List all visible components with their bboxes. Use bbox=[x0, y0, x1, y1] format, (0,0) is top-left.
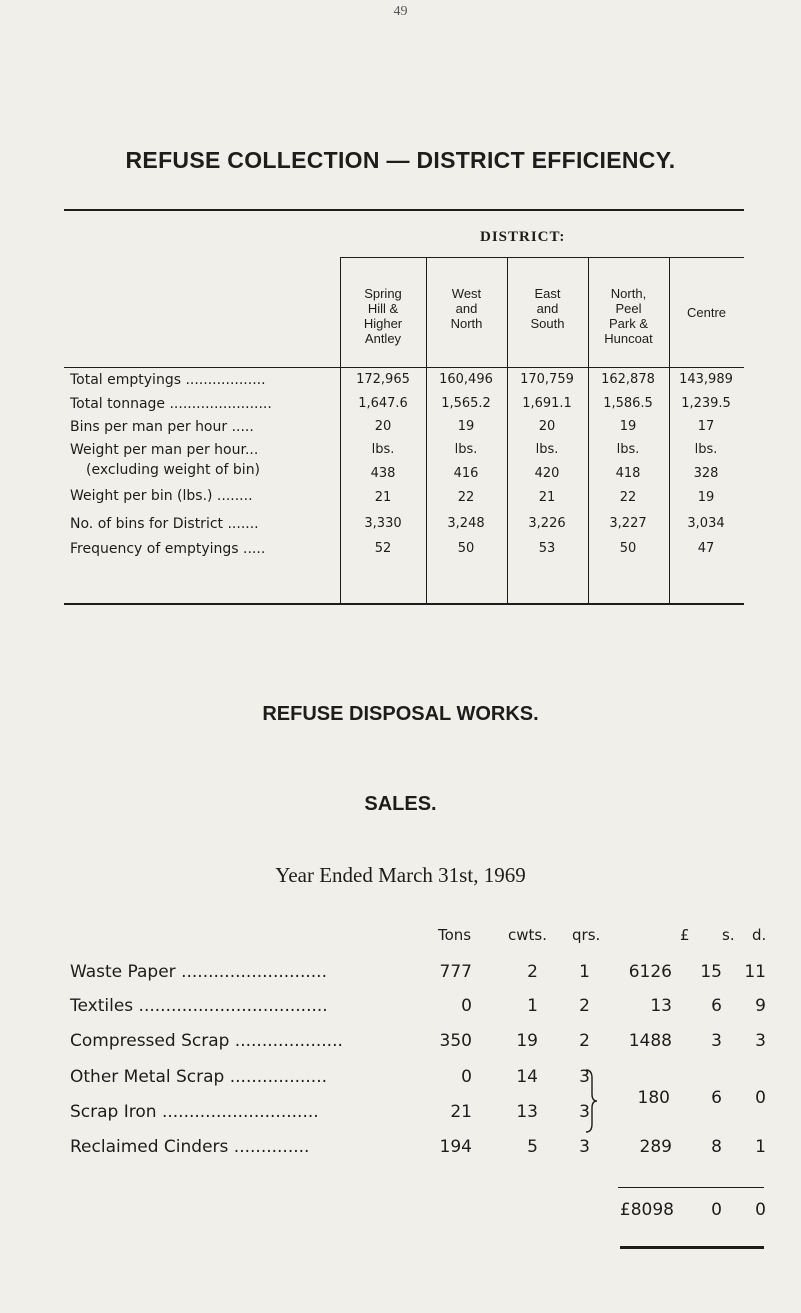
table-cell: 1,586.5 bbox=[603, 396, 653, 411]
table-cell: 17 bbox=[697, 419, 715, 434]
sales-pounds: 289 bbox=[639, 1137, 672, 1157]
column-header-centre: Centre bbox=[686, 305, 727, 320]
sales-label: Scrap Iron ............................. bbox=[70, 1102, 319, 1122]
sales-tons: 0 bbox=[461, 996, 472, 1016]
table-cell: lbs. bbox=[371, 442, 395, 457]
table-cell: 47 bbox=[697, 541, 715, 556]
sales-cwts: 14 bbox=[516, 1067, 538, 1087]
table-cell: 52 bbox=[374, 541, 392, 556]
sales-cwts: 1 bbox=[527, 996, 538, 1016]
table-cell: 3,227 bbox=[609, 516, 647, 531]
column-header-east-south: East and South bbox=[530, 286, 565, 331]
table-cell: 19 bbox=[697, 490, 715, 505]
sales-pence: 9 bbox=[755, 996, 766, 1016]
year-heading: Year Ended March 31st, 1969 bbox=[275, 863, 526, 887]
sales-cwts: 5 bbox=[527, 1137, 538, 1157]
table-cell: 328 bbox=[693, 466, 719, 481]
sales-label: Compressed Scrap .................... bbox=[70, 1031, 343, 1051]
combined-metal-shillings: 6 bbox=[711, 1088, 722, 1108]
table-cell: 170,759 bbox=[520, 372, 574, 387]
sales-qrs: 3 bbox=[579, 1102, 590, 1122]
sales-cwts: 13 bbox=[516, 1102, 538, 1122]
row-label: (excluding weight of bin) bbox=[86, 462, 261, 478]
pounds-header: £ bbox=[680, 926, 690, 944]
table-cell: 21 bbox=[374, 490, 392, 505]
total-rule bbox=[618, 1187, 764, 1188]
shillings-header: s. bbox=[722, 926, 735, 944]
table-cell: 22 bbox=[619, 490, 637, 505]
table-cell: 143,989 bbox=[679, 372, 733, 387]
table-cell: 19 bbox=[457, 419, 475, 434]
district-caption: DISTRICT: bbox=[480, 229, 566, 245]
page-number: 49 bbox=[393, 4, 408, 19]
disposal-heading: REFUSE DISPOSAL WORKS. bbox=[262, 703, 539, 725]
table-cell: 418 bbox=[615, 466, 641, 481]
sales-tons: 194 bbox=[439, 1137, 472, 1157]
table-cell: 21 bbox=[538, 490, 556, 505]
row-label: Weight per bin (lbs.) ........ bbox=[70, 488, 253, 504]
pence-header: d. bbox=[752, 926, 767, 944]
cwts-header: cwts. bbox=[508, 926, 547, 944]
table-cell: 1,691.1 bbox=[522, 396, 572, 411]
row-label: Bins per man per hour ..... bbox=[70, 419, 254, 435]
table-cell: 3,330 bbox=[364, 516, 402, 531]
total-shillings: 0 bbox=[711, 1200, 722, 1220]
table-cell: 416 bbox=[453, 466, 479, 481]
sales-qrs: 3 bbox=[579, 1137, 590, 1157]
table-cell: 19 bbox=[619, 419, 637, 434]
table-cell: lbs. bbox=[694, 442, 718, 457]
table-cell: 50 bbox=[619, 541, 637, 556]
table-cell: 162,878 bbox=[601, 372, 655, 387]
sales-shillings: 6 bbox=[711, 996, 722, 1016]
table-cell: 50 bbox=[457, 541, 475, 556]
sales-shillings: 8 bbox=[711, 1137, 722, 1157]
combined-metal-pounds: 180 bbox=[637, 1088, 670, 1108]
tons-header: Tons bbox=[438, 926, 472, 944]
sales-pounds: 13 bbox=[650, 996, 672, 1016]
table-cell: 438 bbox=[370, 466, 396, 481]
total-double-rule bbox=[620, 1246, 764, 1249]
table-cell: lbs. bbox=[454, 442, 478, 457]
row-label: Weight per man per hour... bbox=[70, 442, 259, 458]
total-pounds: £8098 bbox=[619, 1200, 674, 1220]
sales-qrs: 1 bbox=[579, 962, 590, 982]
sales-pence: 3 bbox=[755, 1031, 766, 1051]
district-rule bbox=[340, 257, 744, 258]
table-cell: 160,496 bbox=[439, 372, 493, 387]
sales-tons: 0 bbox=[461, 1067, 472, 1087]
sales-tons: 21 bbox=[450, 1102, 472, 1122]
row-label: Frequency of emptyings ..... bbox=[70, 541, 266, 557]
table-cell: 20 bbox=[538, 419, 556, 434]
sales-pence: 1 bbox=[755, 1137, 766, 1157]
sales-tons: 777 bbox=[439, 962, 472, 982]
sales-pence: 11 bbox=[744, 962, 766, 982]
table-cell: 22 bbox=[457, 490, 475, 505]
total-pence: 0 bbox=[755, 1200, 766, 1220]
sales-heading: SALES. bbox=[364, 793, 437, 815]
sales-tons: 350 bbox=[439, 1031, 472, 1051]
sales-label: Textiles ................................... bbox=[70, 996, 328, 1016]
table-cell: 420 bbox=[534, 466, 560, 481]
table-top-rule bbox=[64, 209, 744, 211]
table-cell: 172,965 bbox=[356, 372, 410, 387]
table-cell: 53 bbox=[538, 541, 556, 556]
sales-pounds: 6126 bbox=[628, 962, 672, 982]
combined-metal-pence: 0 bbox=[755, 1088, 766, 1108]
column-header-north-peel-park: North, Peel Park & Huncoat bbox=[604, 286, 653, 346]
column-header-spring-hill: Spring Hill & Higher Antley bbox=[363, 286, 403, 346]
table-cell: 1,239.5 bbox=[681, 396, 731, 411]
sales-cwts: 19 bbox=[516, 1031, 538, 1051]
right-brace-icon bbox=[584, 1068, 598, 1134]
table-bottom-rule bbox=[64, 603, 744, 605]
sales-qrs: 2 bbox=[579, 996, 590, 1016]
sales-shillings: 15 bbox=[700, 962, 722, 982]
table-cell: 3,034 bbox=[687, 516, 725, 531]
column-header-west-north: West and North bbox=[450, 286, 483, 331]
table-cell: 20 bbox=[374, 419, 392, 434]
sales-label: Other Metal Scrap .................. bbox=[70, 1067, 328, 1087]
table-cell: lbs. bbox=[535, 442, 559, 457]
sales-label: Waste Paper ........................... bbox=[70, 962, 327, 982]
table-cell: 1,647.6 bbox=[358, 396, 408, 411]
sales-pounds: 1488 bbox=[628, 1031, 672, 1051]
sales-shillings: 3 bbox=[711, 1031, 722, 1051]
sales-label: Reclaimed Cinders .............. bbox=[70, 1137, 310, 1157]
row-label: Total emptyings .................. bbox=[70, 372, 266, 388]
row-label: Total tonnage ....................... bbox=[70, 396, 272, 412]
sales-qrs: 2 bbox=[579, 1031, 590, 1051]
table-cell: 3,248 bbox=[447, 516, 485, 531]
table-cell: lbs. bbox=[616, 442, 640, 457]
qrs-header: qrs. bbox=[572, 926, 601, 944]
sales-cwts: 2 bbox=[527, 962, 538, 982]
table-cell: 3,226 bbox=[528, 516, 566, 531]
page-title: REFUSE COLLECTION — DISTRICT EFFICIENCY. bbox=[125, 147, 676, 173]
table-cell: 1,565.2 bbox=[441, 396, 491, 411]
header-bottom-rule bbox=[64, 367, 744, 368]
sales-qrs: 3 bbox=[579, 1067, 590, 1087]
row-label: No. of bins for District ....... bbox=[70, 516, 259, 532]
